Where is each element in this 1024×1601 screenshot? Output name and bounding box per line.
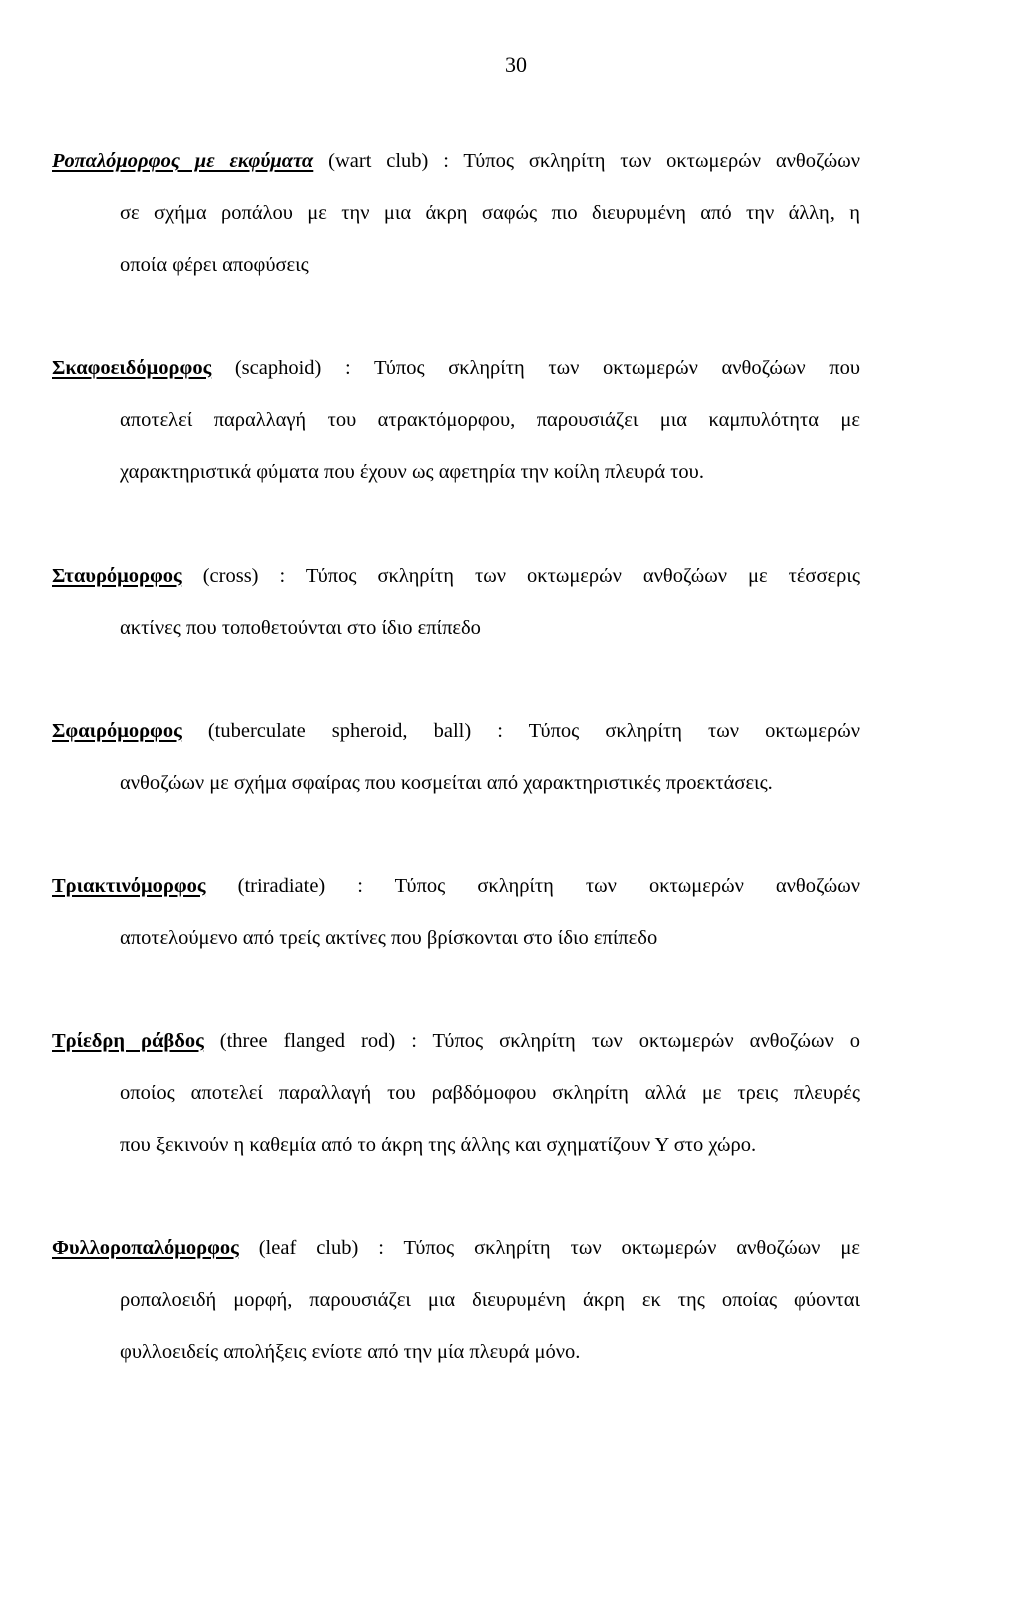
glossary-term: Σταυρόμορφος — [52, 565, 182, 587]
entry-definition-line: φυλλοειδείς απολήξεις ενίοτε από την μία πλευρά μόνο. — [120, 1341, 581, 1363]
entry-definition-start: (wart club) : Τύπος σκληρίτη των οκτωμερών ανθοζώων — [313, 150, 860, 172]
glossary-term: Τρίεδρη ράβδος — [52, 1030, 204, 1052]
entry-heading-line — [52, 720, 860, 743]
glossary-term: Φυλλοροπαλόμορφος — [52, 1237, 239, 1259]
entry-definition-line: ακτίνες που τοποθετούνται στο ίδιο επίπεδο — [120, 617, 481, 639]
entry-definition-line: χαρακτηριστικά φύματα που έχουν ως αφετηρία την κοίλη πλευρά του. — [120, 461, 704, 483]
entry-definition-start: (three flanged rod) : Τύπος σκληρίτη των οκτωμερών ανθοζώων ο — [203, 1030, 860, 1052]
entry-definition-line: σε σχήμα ροπάλου με την μια άκρη σαφώς πιο διευρυμένη από την άλλη, η — [120, 202, 860, 224]
glossary-term: Τριακτινόμορφος — [52, 875, 206, 897]
glossary-term: Σφαιρόμορφος — [52, 720, 182, 742]
entry-definition-line: αποτελεί παραλλαγή του ατρακτόμορφου, παρουσιάζει μια καμπυλότητα με — [120, 409, 860, 431]
entry-heading-line — [52, 150, 860, 173]
entry-heading-line — [52, 1030, 860, 1053]
entry-definition-line: οποίος αποτελεί παραλλαγή του ραβδόμοφου σκληρίτη αλλά με τρεις πλευρές — [120, 1082, 860, 1104]
entry-definition-start: (scaphoid) : Τύπος σκληρίτη των οκτωμερών ανθοζώων που — [211, 357, 860, 379]
glossary-term: Ροπαλόμορφος με εκφύματα — [52, 150, 314, 172]
entry-definition-start: (tuberculate spheroid, ball) : Τύπος σκληρίτη των οκτωμερών — [181, 720, 860, 742]
entry-definition-line: που ξεκινούν η καθεμία από το άκρη της άλλης και σχηματίζουν Υ στο χώρο. — [120, 1134, 757, 1156]
entry-heading-line — [52, 1237, 860, 1260]
entry-heading-line — [52, 875, 860, 898]
entry-definition-line: οποία φέρει αποφύσεις — [120, 254, 309, 276]
entry-definition-line: ανθοζώων με σχήμα σφαίρας που κοσμείται από χαρακτηριστικές προεκτάσεις. — [120, 772, 773, 794]
entry-heading-line — [52, 357, 860, 380]
entry-definition-line: ροπαλοειδή μορφή, παρουσιάζει μια διευρυμένη άκρη εκ της οποίας φύονται — [120, 1289, 860, 1311]
entry-definition-start: (cross) : Τύπος σκληρίτη των οκτωμερών ανθοζώων με τέσσερις — [181, 565, 860, 587]
page-number: 30 — [505, 52, 527, 77]
entry-definition-start: (leaf club) : Τύπος σκληρίτη των οκτωμερών ανθοζώων με — [238, 1237, 860, 1259]
entry-heading-line — [52, 565, 860, 588]
entry-definition-line: αποτελούμενο από τρείς ακτίνες που βρίσκονται στο ίδιο επίπεδο — [120, 927, 658, 949]
entry-definition-start: (triradiate) : Τύπος σκληρίτη των οκτωμερών ανθοζώων — [205, 875, 860, 897]
glossary-term: Σκαφοειδόμορφος — [52, 357, 212, 379]
